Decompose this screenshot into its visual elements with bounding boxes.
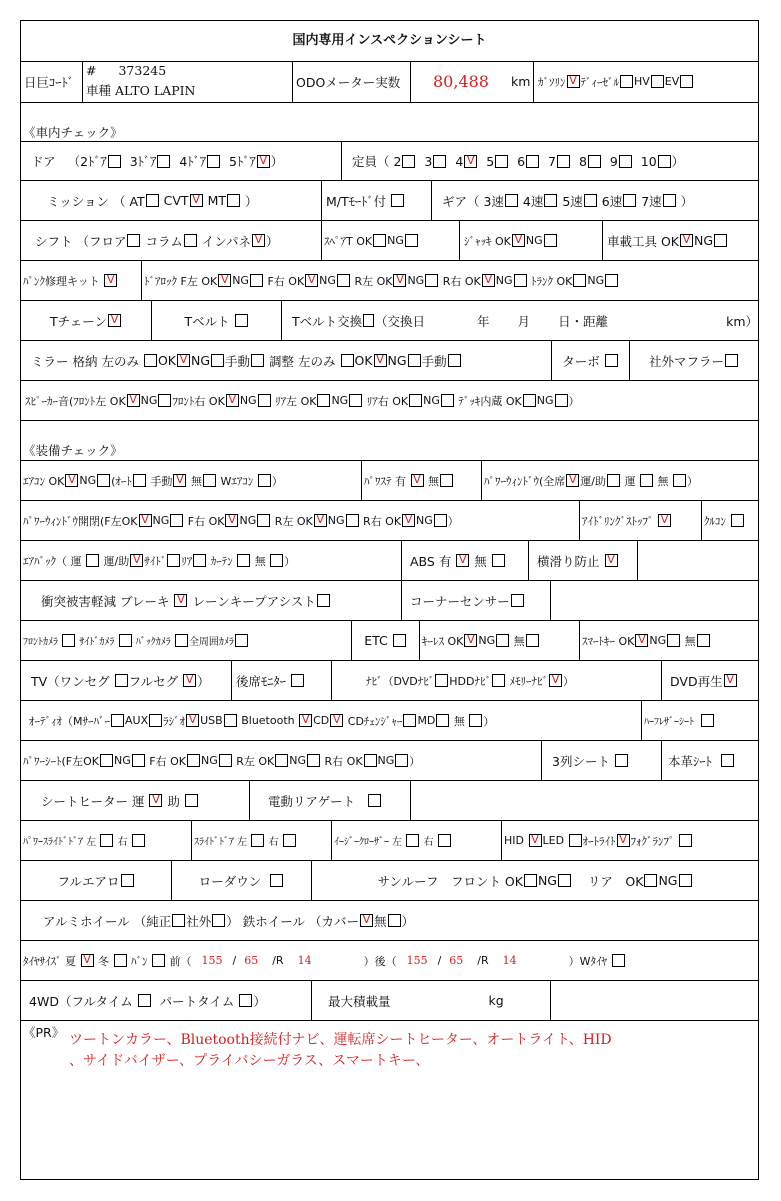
alumi-oem-checkbox[interactable]	[172, 914, 185, 927]
side-cam-checkbox[interactable]	[119, 634, 132, 647]
radio-checkbox[interactable]	[186, 714, 199, 727]
sd-left-checkbox[interactable]	[251, 834, 264, 847]
ps-fr-ng-checkbox[interactable]	[219, 754, 232, 767]
heater-passenger-checkbox[interactable]	[185, 794, 198, 807]
w-tire-checkbox[interactable]	[612, 954, 625, 967]
code-label: 日巨ｺｰﾄﾞ	[24, 74, 75, 90]
mt-mode-checkbox[interactable]	[391, 194, 404, 207]
lock-fl-ok-checkbox[interactable]	[218, 274, 231, 287]
odo-label: ODOメーター実数	[292, 61, 410, 102]
ev-checkbox[interactable]	[680, 75, 693, 88]
pw-none-checkbox[interactable]	[673, 474, 686, 487]
ps-rl-ng-checkbox[interactable]	[307, 754, 320, 767]
oneseg-checkbox[interactable]	[115, 674, 128, 687]
rear-gate-checkbox[interactable]	[368, 794, 381, 807]
audio-none-checkbox[interactable]	[469, 714, 482, 727]
pwo-rl-ok-checkbox[interactable]	[314, 514, 327, 527]
sunroof-rear-ok-checkbox[interactable]	[644, 874, 657, 887]
airbag-row: ｴｱﾊﾞｯｸ（ 運 運/助 V ｻｲﾄﾞ ﾘｱ ｶｰﾃﾝ 無 ） ABS 有 V 無 横滑り防止 V	[21, 541, 758, 581]
pw-dp-checkbox[interactable]	[607, 474, 620, 487]
door2-checkbox[interactable]	[108, 155, 121, 168]
bluetooth-checkbox[interactable]	[299, 714, 312, 727]
easy-left-checkbox[interactable]	[406, 834, 419, 847]
sunroof-front-ok-checkbox[interactable]	[524, 874, 537, 887]
power-steer-none-checkbox[interactable]	[440, 474, 453, 487]
hdd-navi-checkbox[interactable]	[492, 674, 505, 687]
around-cam-checkbox[interactable]	[235, 634, 248, 647]
lock-rr-ok-checkbox[interactable]	[482, 274, 495, 287]
ps-fr-ok-checkbox[interactable]	[187, 754, 200, 767]
gear6-checkbox[interactable]	[623, 194, 636, 207]
ps-rr-ng-checkbox[interactable]	[395, 754, 408, 767]
dvd-play-checkbox[interactable]	[724, 674, 737, 687]
third-row-checkbox[interactable]	[615, 754, 628, 767]
deck-ng-checkbox[interactable]	[555, 394, 568, 407]
md-checkbox[interactable]	[436, 714, 449, 727]
wheel-row: アルミホイール （純正 社外 ） 鉄ホイール （カバー V 無 ）	[21, 901, 758, 941]
cap5-checkbox[interactable]	[495, 155, 508, 168]
mirror-left-checkbox[interactable]	[144, 354, 157, 367]
rear-ratio: 65	[449, 954, 464, 967]
front-cam-checkbox[interactable]	[62, 634, 75, 647]
pwo-fr-ng-checkbox[interactable]	[257, 514, 270, 527]
adjust-left-checkbox[interactable]	[341, 354, 354, 367]
tchain-checkbox[interactable]	[108, 314, 121, 327]
cap4-checkbox[interactable]	[464, 155, 477, 168]
cap9-checkbox[interactable]	[619, 155, 632, 168]
lowdown-checkbox[interactable]	[270, 874, 283, 887]
spare-ng-checkbox[interactable]	[405, 234, 418, 247]
ab-driver-checkbox[interactable]	[86, 554, 99, 567]
cap8-checkbox[interactable]	[588, 155, 601, 168]
spk-rl-ng-checkbox[interactable]	[349, 394, 362, 407]
puncture-row: ﾊﾟﾝｸ修理キット V ﾄﾞｱﾛｯｸ F左 OK V NG F右 OK V NG R左 OK V NG R右 OK V NG ﾄﾗﾝｸ OK NG	[21, 261, 758, 301]
tire-winter-checkbox[interactable]	[114, 954, 127, 967]
lock-fr-ok-checkbox[interactable]	[305, 274, 318, 287]
pwo-rl-ng-checkbox[interactable]	[346, 514, 359, 527]
adjust-ng-checkbox[interactable]	[408, 354, 421, 367]
gear5-checkbox[interactable]	[584, 194, 597, 207]
seat-heater-row: シートヒーター 運 V 助 電動リアゲート	[21, 781, 758, 821]
lock-trunk-ok-checkbox[interactable]	[573, 274, 586, 287]
repair-kit-checkbox[interactable]	[104, 274, 117, 287]
door3-checkbox[interactable]	[157, 155, 170, 168]
shift-row: シフト （フロア コラム インパネ V ） ｽﾍﾟｱT OK NG ｼﾞｬｯｷ OK V NG 車載工具 OK V NG	[21, 221, 758, 261]
spare-ok-checkbox[interactable]	[373, 234, 386, 247]
tbelt-checkbox[interactable]	[235, 314, 248, 327]
cap6-checkbox[interactable]	[526, 155, 539, 168]
parttime-checkbox[interactable]	[239, 994, 252, 1007]
full-aero-checkbox[interactable]	[121, 874, 134, 887]
audio-row: ｵｰﾃﾞｨｵ（Mｻｰﾊﾞｰ AUX ﾗｼﾞｵ V USB Bluetooth V CD V CDﾁｪﾝｼﾞｬｰ MD 無 ） ﾊｰﾌﾚｻﾞｰｼｰﾄ	[21, 701, 758, 741]
collision-row: 衝突被害軽減 ブレーキ V レーンキープアシスト コーナーセンサー	[21, 581, 758, 621]
steel-cover-checkbox[interactable]	[360, 914, 373, 927]
usb-checkbox[interactable]	[224, 714, 237, 727]
pwo-fl-ng-checkbox[interactable]	[170, 514, 183, 527]
tire-summer-checkbox[interactable]	[81, 954, 94, 967]
spk-fr-ok-checkbox[interactable]	[226, 394, 239, 407]
ps-fl-ok-checkbox[interactable]	[100, 754, 113, 767]
pwo-rr-ng-checkbox[interactable]	[434, 514, 447, 527]
aux-checkbox[interactable]	[149, 714, 162, 727]
ac-manual-checkbox[interactable]	[173, 474, 186, 487]
cap2-checkbox[interactable]	[402, 155, 415, 168]
ab-rear-checkbox[interactable]	[193, 554, 206, 567]
column-checkbox[interactable]	[184, 234, 197, 247]
cap10-checkbox[interactable]	[658, 155, 671, 168]
gasoline-checkbox[interactable]	[567, 75, 580, 88]
lock-rl-ng-checkbox[interactable]	[425, 274, 438, 287]
alumi-aftermarket-checkbox[interactable]	[212, 914, 225, 927]
muffler-checkbox[interactable]	[725, 354, 738, 367]
front-rim: 14	[297, 954, 312, 967]
heater-driver-checkbox[interactable]	[149, 794, 162, 807]
lock-rr-ng-checkbox[interactable]	[514, 274, 527, 287]
sd-right-checkbox[interactable]	[283, 834, 296, 847]
header-row	[21, 61, 758, 103]
smartkey-ok-checkbox[interactable]	[635, 634, 648, 647]
mirror-ng-checkbox[interactable]	[211, 354, 224, 367]
abs-checkbox[interactable]	[456, 554, 469, 567]
cruise-checkbox[interactable]	[731, 514, 744, 527]
ac-none-checkbox[interactable]	[203, 474, 216, 487]
autolight-checkbox[interactable]	[617, 834, 630, 847]
gear3-checkbox[interactable]	[505, 194, 518, 207]
lock-fr-ng-checkbox[interactable]	[337, 274, 350, 287]
ps-rr-ok-checkbox[interactable]	[364, 754, 377, 767]
hid-checkbox[interactable]	[529, 834, 542, 847]
rear-rim: 14	[502, 954, 517, 967]
drive-row: 4WD（フルタイム パートタイム ） 最大積載量 kg	[21, 981, 758, 1021]
fog-checkbox[interactable]	[679, 834, 692, 847]
tire-van-checkbox[interactable]	[152, 954, 165, 967]
ab-curtain-checkbox[interactable]	[237, 554, 250, 567]
ab-none-checkbox[interactable]	[270, 554, 283, 567]
inpane-checkbox[interactable]	[252, 234, 265, 247]
aircon-row: ｴｱｺﾝ OK V NG (ｵｰﾄ 手動 V 無 Wｴｱｺﾝ ） ﾊﾟﾜｽﾃ 有 V 無 ﾊﾟﾜｰｳｨﾝﾄﾞｳ(全席 V 運/助 運 無 ）	[21, 461, 758, 501]
fullseg-checkbox[interactable]	[183, 674, 196, 687]
sheet-title: 国内専用インスペクションシート	[21, 21, 758, 62]
cap7-checkbox[interactable]	[557, 155, 570, 168]
lane-keep-checkbox[interactable]	[317, 594, 330, 607]
etc-checkbox[interactable]	[393, 634, 406, 647]
equipment-heading-row	[21, 421, 758, 461]
pwo-rr-ok-checkbox[interactable]	[402, 514, 415, 527]
memory-navi-checkbox[interactable]	[549, 674, 562, 687]
spk-rr-ng-checkbox[interactable]	[441, 394, 454, 407]
diesel-checkbox[interactable]	[620, 75, 633, 88]
tools-ng-checkbox[interactable]	[714, 234, 727, 247]
ab-side-checkbox[interactable]	[167, 554, 180, 567]
smartkey-none-checkbox[interactable]	[697, 634, 710, 647]
tbelt-change-checkbox[interactable]	[363, 314, 374, 327]
lock-rl-ok-checkbox[interactable]	[393, 274, 406, 287]
code-model-cell: # 373245 車種 ALTO LAPIN	[82, 61, 292, 102]
lock-fl-ng-checkbox[interactable]	[250, 274, 263, 287]
interior-section-title: 《車内チェック》	[23, 125, 123, 140]
mt-checkbox[interactable]	[227, 194, 240, 207]
power-steer-checkbox[interactable]	[411, 474, 424, 487]
gear7-checkbox[interactable]	[663, 194, 676, 207]
mirror-ok-checkbox[interactable]	[177, 354, 190, 367]
front-ratio: 65	[244, 954, 259, 967]
power-seat-row: ﾊﾟﾜｰｼｰﾄ(F左OK NG F右 OK NG R左 OK NG R右 OK NG ） 3列シート 本革ｼｰﾄ	[21, 741, 758, 781]
rear-monitor-checkbox[interactable]	[291, 674, 304, 687]
ps-rl-ok-checkbox[interactable]	[275, 754, 288, 767]
hv-checkbox[interactable]	[651, 75, 664, 88]
pw-driver-checkbox[interactable]	[640, 474, 653, 487]
half-leather-checkbox[interactable]	[701, 714, 714, 727]
spk-fl-ok-checkbox[interactable]	[127, 394, 140, 407]
cd-changer-checkbox[interactable]	[403, 714, 416, 727]
gear4-checkbox[interactable]	[544, 194, 557, 207]
sliding-door-row: ﾊﾟﾜｰｽﾗｲﾄﾞﾄﾞｱ 左 右 ｽﾗｲﾄﾞﾄﾞｱ 左 右 ｲｰｼﾞｰｸﾛｰｻﾞｰ 左 右 HID V LED ｵｰﾄﾗｲﾄ V ﾌｫｸﾞﾗﾝﾌﾟ	[21, 821, 758, 861]
easy-right-checkbox[interactable]	[438, 834, 451, 847]
pr-text: ツートンカラー、Bluetooth接続付ナビ、運転席シートヒーター、オートライト、HID 、サイドバイザー、プライバシーガラス、スマートキー、	[69, 1032, 612, 1069]
jack-ok-checkbox[interactable]	[512, 234, 525, 247]
ac-auto-checkbox[interactable]	[133, 474, 146, 487]
spk-fl-ng-checkbox[interactable]	[158, 394, 171, 407]
corner-sensor-checkbox[interactable]	[511, 594, 524, 607]
door4-checkbox[interactable]	[207, 155, 220, 168]
aero-row: フルエアロ ローダウン サンルーフ フロント OK NG リア OK NG	[21, 861, 758, 901]
dvd-navi-checkbox[interactable]	[435, 674, 448, 687]
speaker-row: ｽﾋﾟｰｶｰ音(ﾌﾛﾝﾄ左 OK V NG ﾌﾛﾝﾄ右 OK V NG ﾘｱ左 OK NG ﾘｱ右 OK NG ﾃﾞｯｷ内蔵 OK NG ）	[21, 381, 758, 421]
w-ac-checkbox[interactable]	[258, 474, 271, 487]
inspection-sheet	[20, 20, 759, 1180]
fuel-cell: ｶﾞｿﾘﾝ V ﾃﾞｨｰｾﾞﾙ HV EV	[533, 61, 758, 102]
ab-dp-checkbox[interactable]	[130, 554, 143, 567]
door5-checkbox[interactable]	[257, 155, 270, 168]
deck-ok-checkbox[interactable]	[523, 394, 536, 407]
odo-value: 80,488	[433, 72, 489, 91]
cap3-checkbox[interactable]	[433, 155, 446, 168]
adjust-ok-checkbox[interactable]	[374, 354, 387, 367]
back-cam-checkbox[interactable]	[175, 634, 188, 647]
pwo-fr-ok-checkbox[interactable]	[225, 514, 238, 527]
ps-fl-ng-checkbox[interactable]	[132, 754, 145, 767]
lock-trunk-ng-checkbox[interactable]	[605, 274, 618, 287]
turbo-checkbox[interactable]	[605, 354, 618, 367]
tire-row: ﾀｲﾔｻｲｽﾞ 夏 V 冬 ﾊﾞﾝ 前（ 155 / 65 /R 14 ）後（ 155 / 65 /R 14 ） Wﾀｲﾔ	[21, 941, 758, 981]
model-value: ALTO LAPIN	[115, 83, 196, 98]
adjust-manual-checkbox[interactable]	[448, 354, 461, 367]
camera-row: ﾌﾛﾝﾄｶﾒﾗ ｻｲﾄﾞｶﾒﾗ ﾊﾞｯｸｶﾒﾗ 全周囲ｶﾒﾗ ETC ｷｰﾚｽ OK V NG 無 ｽﾏｰﾄｷｰ OK V NG 無	[21, 621, 758, 661]
jack-ng-checkbox[interactable]	[544, 234, 557, 247]
tv-row: TV（ワンセグ フルセグ V ） 後席ﾓﾆﾀｰ ﾅﾋﾞ（DVDﾅﾋﾞ HDDﾅﾋﾞ ﾒﾓﾘｰﾅﾋﾞ V ） DVD再生 V	[21, 661, 758, 701]
front-width: 155	[201, 954, 223, 967]
ac-ok-checkbox[interactable]	[65, 474, 78, 487]
mirror-row: ミラー 格納 左のみ OK V NG 手動 調整 左のみ OK V NG 手動 ターボ 社外マフラー	[21, 341, 758, 381]
mirror-manual-checkbox[interactable]	[251, 354, 264, 367]
psd-right-checkbox[interactable]	[132, 834, 145, 847]
abs-none-checkbox[interactable]	[492, 554, 505, 567]
steel-none-checkbox[interactable]	[388, 914, 401, 927]
fulltime-checkbox[interactable]	[138, 994, 151, 1007]
cd-checkbox[interactable]	[330, 714, 343, 727]
tools-ok-checkbox[interactable]	[680, 234, 693, 247]
mission-row: ミッション （ AT CVT V MT ） M/Tﾓｰﾄﾞ付 ギア（ 3速 4速 5速 6速 7速 ）	[21, 181, 758, 221]
idling-stop-checkbox[interactable]	[658, 514, 671, 527]
spk-fr-ng-checkbox[interactable]	[258, 394, 271, 407]
keyless-ok-checkbox[interactable]	[464, 634, 477, 647]
keyless-ng-checkbox[interactable]	[496, 634, 509, 647]
sunroof-rear-ng-checkbox[interactable]	[679, 874, 692, 887]
leather-checkbox[interactable]	[721, 754, 734, 767]
door-row: ドア （2ﾄﾞｱ 3ﾄﾞｱ 4ﾄﾞｱ 5ﾄﾞｱ V ） 定員（ 2 3 4 V 5 6 7 8 9 10 ）	[21, 141, 758, 181]
interior-heading-row	[21, 103, 758, 143]
collision-checkbox[interactable]	[174, 594, 187, 607]
pw-all-checkbox[interactable]	[566, 474, 579, 487]
psd-left-checkbox[interactable]	[100, 834, 113, 847]
keyless-none-checkbox[interactable]	[526, 634, 539, 647]
timing-row: Tチェーン V Tベルト Tベルト交換 （交換日 年 月 日・距離 km）	[21, 301, 758, 341]
pwo-fl-ok-checkbox[interactable]	[139, 514, 152, 527]
odo-cell: 80,488 km	[410, 61, 533, 102]
led-checkbox[interactable]	[569, 834, 582, 847]
cvt-checkbox[interactable]	[190, 194, 203, 207]
code-value: 373245	[118, 63, 167, 78]
pw-open-row: ﾊﾟﾜｰｳｨﾝﾄﾞｳ開閉(F左OK V NG F右 OK V NG R左 OK V NG R右 OK V NG ） ｱｲﾄﾞﾘﾝｸﾞｽﾄｯﾌﾟ V ｸﾙｺﾝ	[21, 501, 758, 541]
ac-ng-checkbox[interactable]	[97, 474, 110, 487]
smartkey-ng-checkbox[interactable]	[667, 634, 680, 647]
equipment-section-title: 《装備チェック》	[23, 443, 123, 458]
mserver-checkbox[interactable]	[111, 714, 124, 727]
spk-rl-ok-checkbox[interactable]	[317, 394, 330, 407]
at-checkbox[interactable]	[146, 194, 159, 207]
spk-rr-ok-checkbox[interactable]	[409, 394, 422, 407]
skid-checkbox[interactable]	[605, 554, 618, 567]
rear-width: 155	[406, 954, 428, 967]
floor-checkbox[interactable]	[127, 234, 140, 247]
pr-label: 《PR》	[23, 1025, 65, 1040]
sunroof-front-ng-checkbox[interactable]	[558, 874, 571, 887]
